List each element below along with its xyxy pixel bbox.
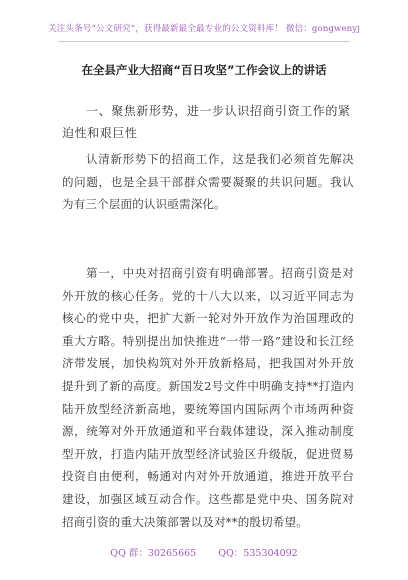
paragraph: 认清新形势下的招商工作，这是我们必须首先解决的问题，也是全县干部群众需要凝聚的共识问题。我认为有三个层面的认识亟需深化。 — [62, 152, 354, 212]
footer-qq-group: QQ 群：30265665 — [110, 548, 197, 559]
document-title: 在全县产业大招商“百日攻坚”工作会议上的讲话 — [81, 63, 327, 77]
footer-contact — [0, 545, 408, 559]
section-heading: 一、聚焦新形势，进一步认识招商引资工作的紧迫性和艰巨性 — [62, 104, 351, 140]
header-divider — [58, 41, 350, 42]
paragraph: 第一，中央对招商引资有明确部署。招商引资是对外开放的核心任务。党的十八大以来，以习近平同志为核心的党中央，把扩大新一轮对外开放作为治国理政的重大方略。特别提出加快推进“一带一路”建设和长江经济带发展，加快构筑对外开放新格局，把我国对外开放提升到了新的高度。新国发2号文件中明确支持**打造内陆开放型经济新高地，要统筹国内国际两个市场两种资源，统筹对外开放通道和平台载体建设，深入推动制度型开放，打造内陆开放型经济试验区升级版，促进贸易投资自由便利，畅通对内对外开放通道，推进开放平台建设，加强区域互动合作。这些都是党中央、国务院对招商引资的重大决策部署以及对**的殷切希望。 — [62, 266, 354, 529]
header-banner: 关注头条号“公文研究”，获得最新最全最专业的公文资料库！ 微信：gongwenyj — [47, 24, 361, 34]
footer-qq: QQ：535304092 — [218, 548, 298, 559]
